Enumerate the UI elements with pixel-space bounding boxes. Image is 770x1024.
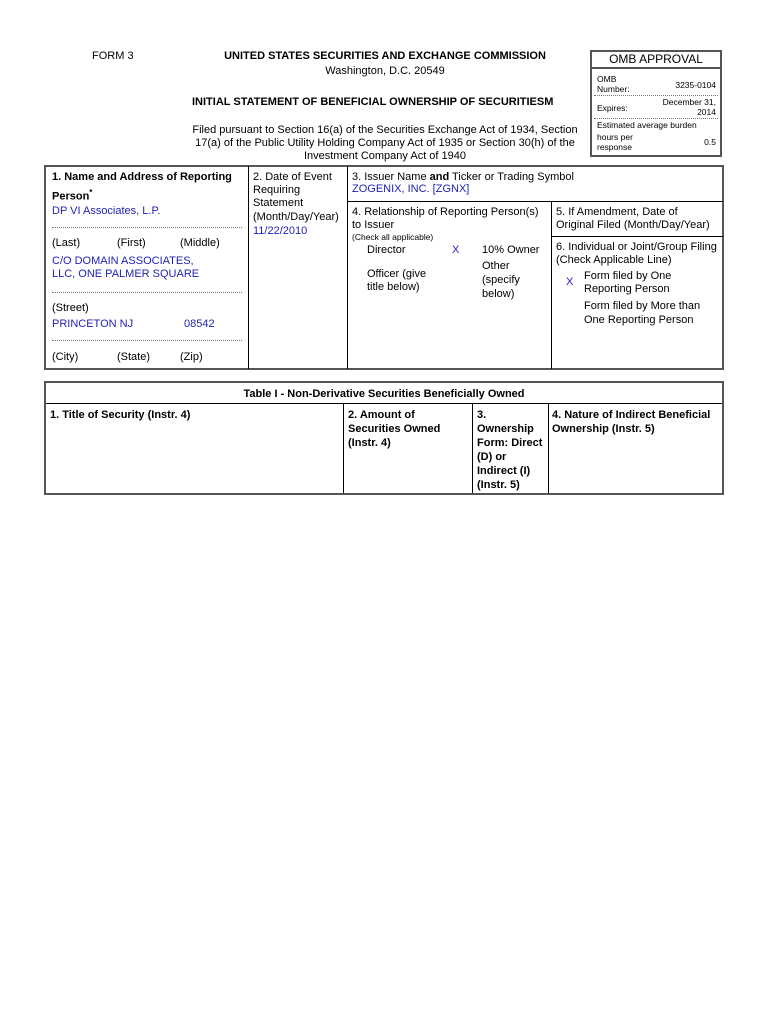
other-label-3: below) [482,288,515,300]
filed-by-one-checkmark[interactable]: X [566,276,574,288]
table-i-col1-header: 1. Title of Security (Instr. 4) [50,409,191,421]
filed-by-one-label-1: Form filed by One [584,270,672,282]
director-label: Director [367,244,406,256]
state-label: (State) [117,351,151,363]
omb-expires-label: Expires: [597,103,628,113]
address-line-2[interactable]: LLC, ONE PALMER SQUARE [52,268,200,280]
table-i-col3-header-5: Indirect (I) [477,465,531,477]
omb-title: OMB APPROVAL [609,52,703,66]
omb-burden-label: Estimated average burden [597,120,697,130]
table-i-col2-header-2: Securities Owned [348,423,441,435]
section4-label-1: 4. Relationship of Reporting Person(s) [352,206,539,218]
section3-label: 3. Issuer Name and Ticker or Trading Symbol [352,171,574,183]
table-i-col2-header-3: (Instr. 4) [348,437,391,449]
form-number: FORM 3 [92,50,134,62]
table-i-col3-header-1: 3. [477,409,487,421]
other-label-1: Other [482,260,510,272]
middle-label: (Middle) [180,237,220,249]
event-date[interactable]: 11/22/2010 [253,225,308,237]
section2-label-4: (Month/Day/Year) [253,211,339,223]
section6-label-1: 6. Individual or Joint/Group Filing [556,241,717,253]
first-label: (First) [117,237,146,249]
table-i-title: Table I - Non-Derivative Securities Beneficially Owned [243,388,525,400]
section2-label-2: Requiring [253,184,301,196]
omb-number-label-1: OMB [597,74,617,84]
check-all-applicable: (Check all applicable) [352,232,434,242]
table-i-col3-header-4: (D) or [477,451,507,463]
filed-by-more-label-1: Form filed by More than [584,300,701,312]
section2-label-1: 2. Date of Event [253,171,332,183]
city-value[interactable]: PRINCETON NJ [52,318,134,330]
table-i-col2-header-1: 2. Amount of [348,409,415,421]
section5-label-1: 5. If Amendment, Date of [556,206,678,218]
last-label: (Last) [52,237,81,249]
zip-value[interactable]: 08542 [184,318,215,330]
filed-by-one-label-2: Reporting Person [584,283,670,295]
filed-pursuant-line-1: Filed pursuant to Section 16(a) of the Securities Exchange Act of 1934, Section [192,124,578,136]
other-label-2: (specify [482,274,520,286]
table-i-col3-header-2: Ownership [477,423,534,435]
section4-label-2: to Issuer [352,219,395,231]
table-i-col3-header-3: Form: Direct [477,437,543,449]
agency-address: Washington, D.C. 20549 [325,65,445,77]
table-i-col4-header-1: 4. Nature of Indirect Beneficial [552,409,711,421]
section2-label-3: Statement [253,197,304,209]
section1-label-line-2: Person* [52,188,93,203]
zip-label: (Zip) [180,351,203,363]
ten-percent-owner-checkmark[interactable]: X [452,244,460,256]
table-i-col3-header-6: (Instr. 5) [477,479,520,491]
agency-title: UNITED STATES SECURITIES AND EXCHANGE COMMISSION [224,50,546,62]
omb-number-value: 3235-0104 [675,80,716,90]
statement-title: INITIAL STATEMENT OF BENEFICIAL OWNERSHIP OF SECURITIESM [192,96,554,108]
section6-label-2: (Check Applicable Line) [556,254,672,266]
officer-label-2: title below) [367,281,420,293]
reporting-person-name[interactable]: DP VI Associates, L.P. [52,205,161,217]
section1-label-line-1: 1. Name and Address of Reporting [52,171,232,183]
ten-percent-owner-label: 10% Owner [482,244,540,256]
table-i-col4-header-2: Ownership (Instr. 5) [552,423,655,435]
omb-hours-value: 0.5 [704,137,716,147]
filed-by-more-label-2: One Reporting Person [584,314,694,326]
filed-pursuant-line-2: 17(a) of the Public Utility Holding Company Act of 1935 or Section 30(h) of the [195,137,575,149]
section5-label-2: Original Filed (Month/Day/Year) [556,219,710,231]
omb-hours-label-1: hours per [597,132,633,142]
street-label: (Street) [52,302,89,314]
address-line-1[interactable]: C/O DOMAIN ASSOCIATES, [52,255,194,267]
filed-pursuant-line-3: Investment Company Act of 1940 [303,150,467,162]
omb-hours-label-2: response [597,142,632,152]
officer-label-1: Officer (give [367,268,427,280]
omb-number-label-2: Number: [597,84,630,94]
asterisk-mark: * [89,188,93,197]
issuer-name[interactable]: ZOGENIX, INC. [ZGNX] [352,183,470,195]
omb-expires-value-2: 2014 [697,107,716,117]
omb-expires-value-1: December 31, [662,97,716,107]
city-label: (City) [52,351,79,363]
